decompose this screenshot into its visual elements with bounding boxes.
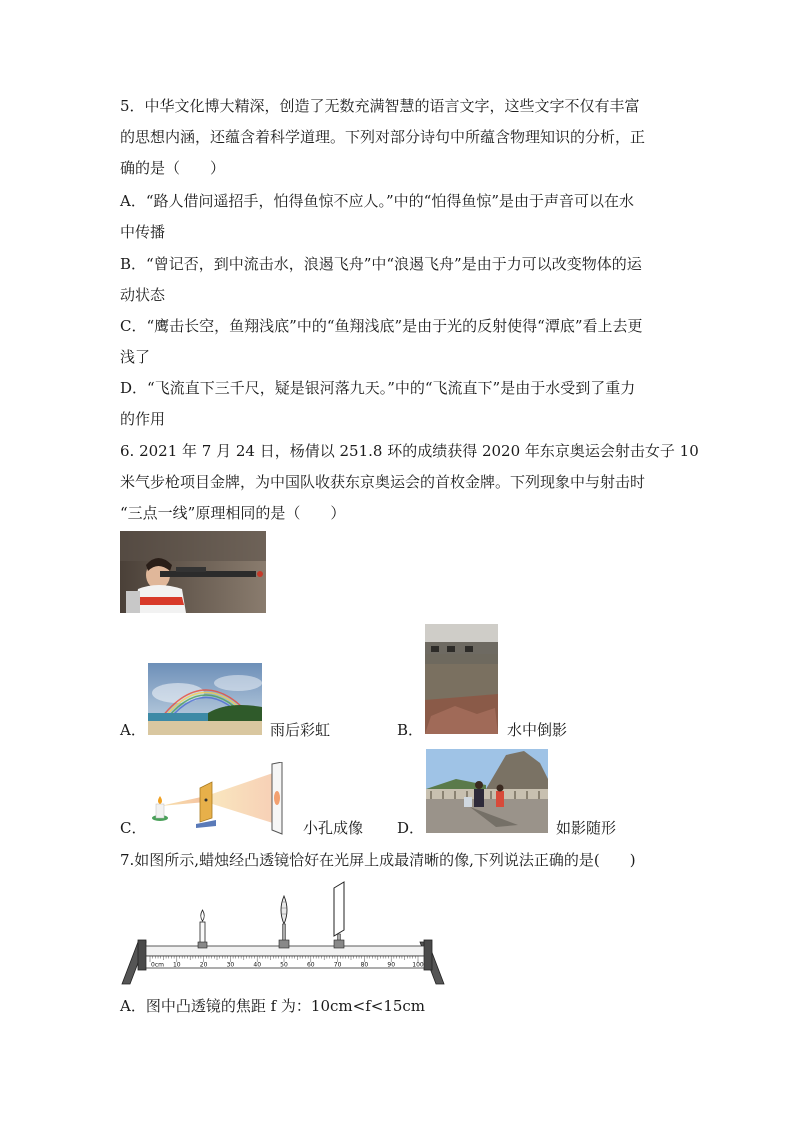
reflection-photo [425, 624, 498, 734]
q5-line: 的思想内涵，还蕴含着科学道理。下列对部分诗句中所蕴含物理知识的分析，正 [120, 128, 646, 146]
q6-option-b-caption: 水中倒影 [507, 721, 568, 739]
ruler-tick-label: 0cm [151, 961, 164, 969]
screen-icon [334, 882, 344, 948]
ruler-tick-label: 100 [412, 961, 424, 969]
q6-option-d-caption: 如影随形 [556, 819, 617, 837]
pinhole-diagram [146, 762, 298, 836]
q6-option-c-letter: C． [120, 819, 147, 837]
ruler-tick-label: 90 [387, 961, 396, 969]
ruler-tick-label: 80 [360, 961, 369, 969]
ruler-tick-label: 30 [226, 961, 235, 969]
ruler-tick-label: 60 [306, 961, 315, 969]
q5-line: 动状态 [120, 286, 166, 304]
q5-line: 5．中华文化博大精深，创造了无数充满智慧的语言文字，这些文字不仅有丰富 [120, 97, 640, 115]
q6-option-a-letter: A． [120, 721, 146, 739]
q5-option-a: A．“路人借问遥招手，怕得鱼惊不应人。”中的“怕得鱼惊”是由于声音可以在水 [120, 192, 635, 210]
shooter-photo [120, 531, 266, 613]
q7-option-a: A．图中凸透镜的焦距 f 为：10cm<f<15cm [120, 997, 426, 1015]
lens-icon [279, 896, 289, 948]
optical-bench-diagram [120, 878, 446, 986]
ruler-tick-label: 10 [172, 961, 181, 969]
ruler-tick-label: 20 [199, 961, 208, 969]
shadow-photo [426, 749, 548, 833]
q5-line: 浅了 [120, 348, 151, 366]
q5-option-d: D．“飞流直下三千尺，疑是银河落九天。”中的“飞流直下”是由于水受到了重力 [120, 379, 636, 397]
q6-option-c-caption: 小孔成像 [303, 819, 364, 837]
q6-option-a-caption: 雨后彩虹 [270, 721, 331, 739]
q5-line: 中传播 [120, 223, 166, 241]
q6-line: 米气步枪项目金牌，为中国队收获东京奥运会的首枚金牌。下列现象中与射击时 [120, 473, 646, 491]
q7-stem: 7.如图所示,蜡烛经凸透镜恰好在光屏上成最清晰的像,下列说法正确的是( ) [120, 851, 636, 869]
rainbow-photo [148, 663, 262, 735]
q5-option-c: C．“鹰击长空，鱼翔浅底”中的“鱼翔浅底”是由于光的反射使得“潭底”看上去更 [120, 317, 643, 335]
q6-line: 6. 2021 年 7 月 24 日，杨倩以 251.8 环的成绩获得 2020 年东京奥运会射击女子 10 [120, 442, 699, 460]
q6-option-b-letter: B． [397, 721, 424, 739]
ruler-tick-label: 40 [253, 961, 262, 969]
candle-icon [198, 910, 207, 948]
q5-option-b: B．“曾记否，到中流击水，浪遏飞舟”中“浪遏飞舟”是由于力可以改变物体的运 [120, 255, 642, 273]
q6-option-d-letter: D． [397, 819, 425, 837]
ruler-tick-label: 70 [333, 961, 342, 969]
q6-line: “三点一线”原理相同的是（ ） [120, 504, 346, 522]
q5-line: 确的是（ ） [120, 159, 226, 177]
ruler-tick-label: 50 [280, 961, 288, 969]
q5-line: 的作用 [120, 410, 166, 428]
